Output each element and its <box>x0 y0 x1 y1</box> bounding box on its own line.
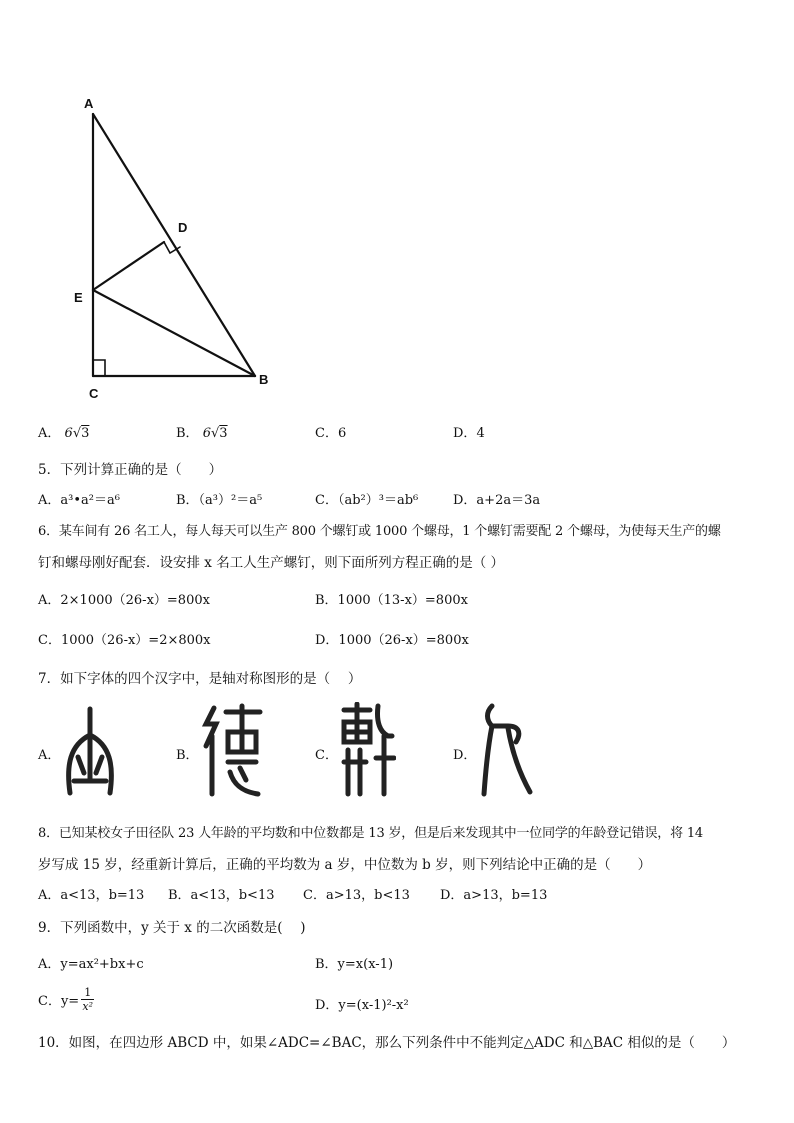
option-radicand: 3 <box>219 426 228 441</box>
option-letter: D． <box>453 426 477 441</box>
q9-option-c <box>38 986 94 1013</box>
right-angle-mark-C <box>93 360 105 376</box>
q5-option-b: B．（a³）²＝a⁵ <box>176 493 263 508</box>
segment-EB <box>93 290 255 376</box>
point-label-E: E <box>74 290 83 305</box>
q4-option-d <box>453 422 485 441</box>
sqrt-sign: √ <box>72 426 82 441</box>
q7-option-a-label: A． <box>38 748 61 763</box>
q8-stem-line1: 8．已知某校女子田径队 23 人年龄的平均数和中位数都是 13 岁，但是后来发现其中一位同学的年龄登记错误，将 14 <box>38 826 703 841</box>
option-text: 6 <box>337 426 347 441</box>
q7-option-b-label: B． <box>176 748 199 763</box>
q4-option-b <box>176 422 228 441</box>
q6-option-d: D．1000（26-x）=800x <box>315 633 469 648</box>
segment-ED <box>93 242 164 290</box>
option-text: C．y= <box>38 994 80 1009</box>
q10-stem: 10．如图，在四边形 ABCD 中，如果∠ADC=∠BAC，那么下列条件中不能判定△ADC 和△BAC 相似的是（ ） <box>38 1035 736 1051</box>
q6-option-a: A．2×1000（26-x）=800x <box>38 593 210 608</box>
point-label-C: C <box>89 386 99 401</box>
q9-stem: 9．下列函数中，y 关于 x 的二次函数是( ) <box>38 920 306 936</box>
point-label-B: B <box>259 372 269 387</box>
triangle-diagram <box>60 90 290 410</box>
option-coef: 6 <box>64 426 73 441</box>
q5-stem: 5．下列计算正确的是（ ） <box>38 462 223 478</box>
fraction-denominator: x² <box>82 1000 93 1013</box>
segment-AB <box>93 114 255 376</box>
q6-option-c: C．1000（26-x）=2×800x <box>38 633 211 648</box>
fraction-numerator: 1 <box>81 986 94 1000</box>
q8-stem-line2: 岁写成 15 岁，经重新计算后，正确的平均数为 a 岁，中位数为 b 岁，则下列结论中正确的是（ ） <box>38 857 652 873</box>
seal-character-d-image <box>478 702 534 798</box>
option-letter: B． <box>176 426 199 441</box>
q5-option-a: A．a³•a²＝a⁶ <box>38 493 120 508</box>
q8-option-a: A．a<13，b=13 <box>38 888 145 903</box>
option-radicand: 3 <box>81 426 90 441</box>
q6-stem-line2: 钉和螺母刚好配套．设安排 x 名工人生产螺钉，则下面所列方程正确的是（ ） <box>38 555 504 571</box>
q7-stem: 7．如下字体的四个汉字中，是轴对称图形的是（ ） <box>38 671 362 687</box>
fraction <box>81 986 94 1013</box>
q5-option-d: D．a+2a＝3a <box>453 493 541 508</box>
q4-option-c <box>315 422 346 441</box>
option-letter: C． <box>315 426 338 441</box>
q6-stem-line1: 6．某车间有 26 名工人，每人每天可以生产 800 个螺钉或 1000 个螺母，1 个螺钉需要配 2 个螺母，为使每天生产的螺 <box>38 524 721 539</box>
point-label-A: A <box>84 96 94 111</box>
seal-character-a-image <box>60 705 120 797</box>
q8-option-d: D．a>13，b=13 <box>440 888 548 903</box>
q9-option-a: A．y=ax²+bx+c <box>38 957 144 972</box>
triangle-figure <box>60 90 290 410</box>
seal-character-c-image <box>340 702 396 798</box>
q7-option-c-label: C． <box>315 748 338 763</box>
seal-character-b-image <box>200 702 264 798</box>
q8-option-c: C．a>13，b<13 <box>303 888 410 903</box>
q6-option-b: B．1000（13-x）=800x <box>315 593 468 608</box>
q9-option-b: B．y=x(x-1) <box>315 957 394 972</box>
q7-option-d-label: D． <box>453 748 477 763</box>
option-coef: 6 <box>202 426 211 441</box>
q4-option-a <box>38 422 89 441</box>
option-text: 4 <box>476 426 485 441</box>
q9-option-d: D．y=(x-1)²-x² <box>315 998 409 1013</box>
q5-option-c: C．（ab²）³＝ab⁶ <box>315 493 419 508</box>
point-label-D: D <box>178 220 188 235</box>
sqrt-sign: √ <box>210 426 220 441</box>
q8-option-b: B．a<13，b<13 <box>168 888 275 903</box>
option-letter: A． <box>38 426 61 441</box>
